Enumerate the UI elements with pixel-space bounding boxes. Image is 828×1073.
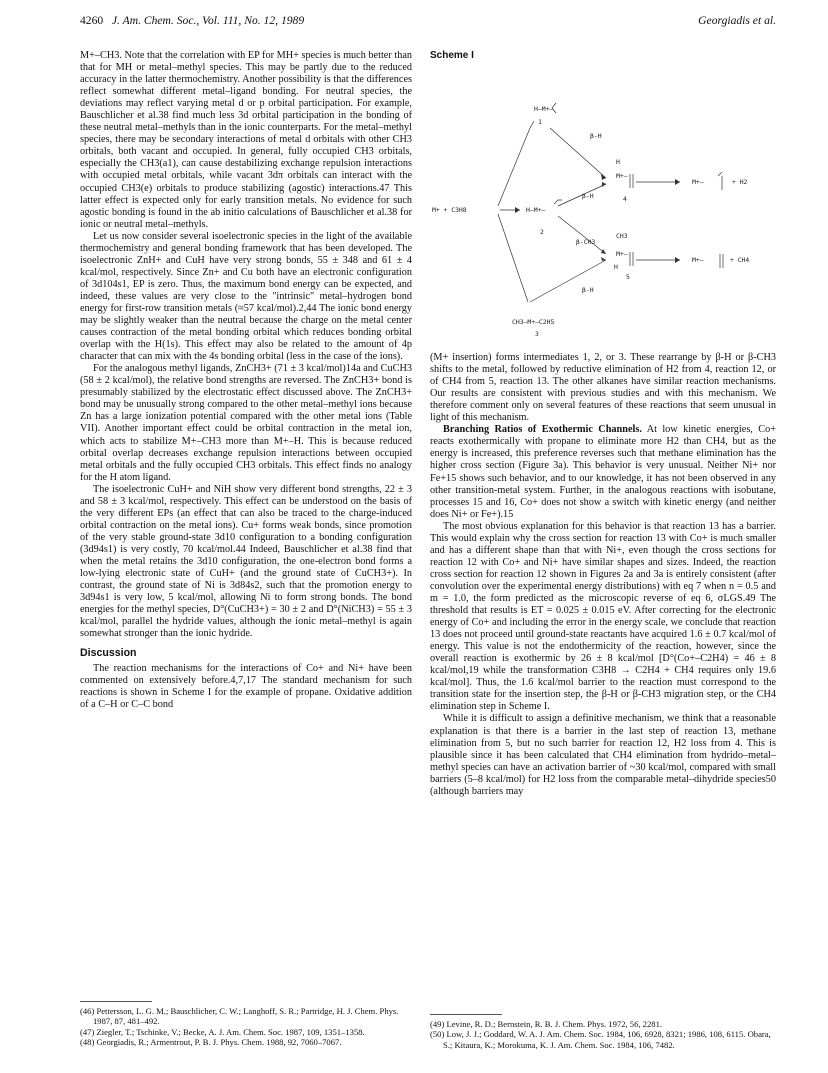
intermediate-2: H–M+– xyxy=(526,206,546,215)
footnote: (50) Low, J. J.; Goddard, W. A. J. Am. Chem. Soc. 1984, 106, 6928, 8321; 1986, 108, 6115. Obara, S.; Kitaura, K.; Morokuma, K. J. Am. Chem. Soc. 1984, 106, 7482. xyxy=(430,1029,771,1050)
product-olefin-complex: M+– xyxy=(692,256,704,265)
arrow-line xyxy=(498,128,530,206)
product-olefin-complex: M+– xyxy=(692,178,704,187)
footnote: (46) Pettersson, L. G. M.; Bauschlicher, C. W.; Langhoff, S. R.; Partridge, H. J. Chem. Phys. 1987, 87, 481–492. xyxy=(80,1006,399,1027)
running-header xyxy=(80,14,776,32)
bond-lines xyxy=(554,200,562,204)
footnote: (49) Levine, R. D.; Bernstein, R. B. J. Chem. Phys. 1972, 56, 2281. xyxy=(430,1019,663,1029)
intermediate-3: CH3–M+–C2H5 xyxy=(512,318,555,327)
beta-h-label: β-H xyxy=(590,132,602,141)
scheme-label: Scheme I xyxy=(430,50,474,61)
footnote-rule xyxy=(430,1014,502,1015)
arrowhead xyxy=(601,249,606,254)
paragraph-text: At low kinetic energies, Co+ reacts exothermically with propane to eliminate more H2 than CH4, but as the energy is increased, this preference reverses such that methane elimination has the higher cross section (Figure 3a). This behavior is very unusual. Neither Ni+ nor Fe+15 shows such behavior, and to our knowledge, it has not been observed in any other transition-metal system. Further, in the analogous reactions with isobutane, processes 15 and 16, Co+ does not show a switch with kinetic energy (and neither does Ni+ or Fe+).15 xyxy=(430,424,776,520)
beta-h-label: β-H xyxy=(582,286,594,295)
journal-citation: J. Am. Chem. Soc., Vol. 111, No. 12, 1989 xyxy=(111,14,305,27)
runin-heading: Branching Ratios of Exothermic Channels. xyxy=(443,424,642,436)
arrow-line xyxy=(530,121,534,128)
beta-ch3-label: β-CH3 xyxy=(576,238,596,247)
section-heading-discussion: Discussion xyxy=(80,647,137,660)
paragraph xyxy=(430,424,776,520)
bond-lines xyxy=(630,252,633,266)
paragraph: (M+ insertion) forms intermediates 1, 2, or 3. These rearrange by β-H or β-CH3 shifts to the metal, followed by reductive elimination of H2 from 4, reaction 12, or of CH4 from 5, reaction 13. The other alkanes have similar reaction mechanisms. Our results are consistent with previous studies and with this mechanism. We therefore comment only on several features of these reactions that seem unusual in light of this mechanism. xyxy=(430,352,776,424)
arrowhead xyxy=(515,207,520,213)
arrowhead xyxy=(675,257,680,263)
arrowhead xyxy=(675,179,680,185)
arrow-line xyxy=(530,260,606,302)
footnote: (48) Georgiadis, R.; Armentrout, P. B. J. Phys. Chem. 1988, 92, 7060–7067. xyxy=(80,1037,342,1048)
intermediate-4-metal: M+– xyxy=(616,172,628,181)
arrow-line xyxy=(498,214,528,302)
footnotes-left xyxy=(80,1006,412,1048)
intermediate-1-number: 1 xyxy=(538,118,542,127)
intermediate-5-number: 5 xyxy=(626,273,630,282)
footnote-rule xyxy=(80,1001,152,1002)
product-ch4: + CH4 xyxy=(730,256,750,265)
intermediate-2-number: 2 xyxy=(540,228,544,237)
header-left xyxy=(80,14,304,27)
paragraph: Let us now consider several isoelectronic species in the light of the available thermochemistry and general bonding framework that has been developed. The isoelectronic ZnH+ and CuH have very strong bonds, 55 ± 348 and 61 ± 4 kcal/mol, respectively. Since Zn+ and Cu both have an electronic configuration of 3d104s1, EP is zero. Thus, the maximum bond energy can be expected, and indeed, these values are very close to the "intrinsic" metal–hydrogen bond energy for first-row transition metals (≈57 kcal/mol).2,44 The ionic bond energy may be slightly weaker than the neutral because the charge on the metal center causes contraction of the metal bonding orbital which reduces bonding orbital overlap with the H(1s). This effect may also be related to the amount of 4p character that can mix with the 4s bonding orbital (less in the case of the ions). xyxy=(80,230,412,363)
paragraph: While it is difficult to assign a definitive mechanism, we think that a reasonable explanation is that there is a barrier in the last step of reaction 13, methane elimination from 5, but no such barrier for reaction 12, H2 loss from 4. This is plausible since it has been calculated that CH4 elimination from hydrido–metal–methyl species can have an activation barrier of ~30 kcal/mol, compared with small barriers (5–8 kcal/mol) for H2 loss from the comparable metal–dihydride species50 (although barriers may xyxy=(430,713,776,797)
right-column xyxy=(430,50,776,798)
reaction-scheme xyxy=(430,66,776,352)
intermediate-4-number: 4 xyxy=(623,195,627,204)
bond-lines xyxy=(720,254,723,268)
paragraph: The isoelectronic CuH+ and NiH show very different bond strengths, 22 ± 3 and 58 ± 3 kcal/mol, respectively. This effect can be understood on the basis of the very different EPs (an effect that can also be traced to the charge-induced orbital contraction on the metal ions). Cu+ forms weak bonds, since promotion of the very stable ground-state 3d10 configuration to a bonding configuration (3d94s1) is very costly, 70 kcal/mol.44 Indeed, Bauschlicher et al.38 find that when the metal retains the 3d10 configuration, the one-electron bond forms a low-lying electronic state of CuH+ (and the ground state of CuCH3+). In contrast, the ground state of Ni is 3d84s2, such that the promotion energy to 3d94s1 is very low, 5 kcal/mol, allowing Ni to form strong bonds. The bond energies for the methyl species, D°(CuCH3+) = 30 ± 2 and D°(NiCH3) = 55 ± 3 kcal/mol, parallel the hydride values, although the ionic metal–methyl is again somewhat stronger than the ionic hydride. xyxy=(80,483,412,640)
scheme-diagram xyxy=(430,66,776,352)
bond-lines xyxy=(630,174,633,188)
intermediate-5-h: H xyxy=(614,263,618,272)
beta-h-label: β-H xyxy=(582,192,594,201)
bond-lines xyxy=(718,172,722,190)
product-h2: + H2 xyxy=(732,178,748,187)
scheme-reactant: M+ + C3H8 xyxy=(432,206,467,215)
arrow-heads xyxy=(515,174,680,263)
intermediate-1: H–M+– xyxy=(534,105,554,114)
left-column xyxy=(80,50,412,712)
scheme-lines xyxy=(498,103,723,302)
intermediate-5-ch3: CH3 xyxy=(616,232,628,241)
paragraph: For the analogous methyl ligands, ZnCH3+ (71 ± 3 kcal/mol)14a and CuCH3 (58 ± 2 kcal/mol), the relative bond strengths are reversed. The ZnCH3+ bond is presumably stabilized by the electrostatic effect discussed above. The ZnCH3+ bond may be unusually strong compared to the other metal–methyl ions because Zn has a large ionization potential compared with the other metal ions (Table VII). Another important effect could be orbital contraction in the metal ion, which acts to stabilize M+–CH3 more than M+–H. This is because reduced orbital overlap decreases exchange repulsion interactions between occupied metal orbitals and the fully occupied CH3 orbitals. This effect finds no analogy for the H atom ligand. xyxy=(80,363,412,483)
paragraph: The most obvious explanation for this behavior is that reaction 13 has a barrier. This would explain why the cross section for reaction 13 with Co+ is much smaller and has a different shape than that with Ni+, even though the cross sections for reaction 12 with Co+ and Ni+ have similar shapes and sizes. Indeed, the reaction cross section for reaction 12 shown in Figures 2a and 3a is entirely consistent (after convolution over the experimental energy distributions) with eq 7 when n = 0.5 and m = 1.0, the form predicted as the microscopic reverse of eq 6, σLGS.49 The threshold that results is ET = 0.025 ± 0.015 eV. After correcting for the electronic energy of Co+ and including the error in the energy scale, we conclude that reaction 13 does not proceed until ground-state reactants have acquired 1.6 ± 0.7 kcal/mol of energy. This value is not the endothermicity of the reaction, however, since the overall reaction is exothermic by 26 ± 8 kcal/mol [D°(Co+–C2H4) = 46 ± 8 kcal/mol,19 while the transformation C3H8 → C2H4 + CH4 requires only 19.6 kcal/mol]. Thus, the 1.6 kcal/mol barrier to the reaction must correspond to the transition state for the insertion step, the β-H or β-CH3 migration step, or the CH4 elimination step in Scheme I. xyxy=(430,520,776,713)
intermediate-3-number: 3 xyxy=(535,330,539,339)
intermediate-5-metal: M+– xyxy=(616,250,628,259)
page-number: 4260 xyxy=(80,14,104,27)
paragraph: M+–CH3. Note that the correlation with EP for MH+ species is much better than that for MH or metal–methyl species. This may be partly due to the reduced accuracy in the latter thermochemistry. Another possibility is that the differences reflect somewhat different metal–ligand bonding. For neutral species, the deviations may reflect varying metal d or p orbital participation. For example, Bauschlicher et al.38 find much less 3d orbital participation in the bonding of these neutral metal–methyls than in the ionic counterparts. For the metal–methyl species, there may be secondary interactions of metal d orbitals with other CH3 orbitals, both vacant and occupied. In general, fully occupied CH3 orbitals, especially the CH3(a1), can cause destabilizing exchange repulsion interactions with occupied metal orbitals, while vacant 3dπ orbitals can interact with the occupied CH3(e) orbitals to produce stabilizing (agostic) interactions.47 This latter effect is expected only for early transition metals. No evidence for such agostic bonding is found in the ab initio calculations of Bauschlicher et al.38 for ionic or neutral metal–methyls. xyxy=(80,50,412,230)
paragraph: The reaction mechanisms for the interactions of Co+ and Ni+ have been commented on extensively before.4,7,17 The standard mechanism for such reactions is shown in Scheme I for the example of propane. Oxidative addition of a C–H or C–C bond xyxy=(80,663,412,711)
arrow-line xyxy=(558,216,606,254)
intermediate-4-h: H xyxy=(616,158,620,167)
footnotes-right xyxy=(430,1019,776,1050)
header-authors: Georgiadis et al. xyxy=(698,14,776,27)
footnote: (47) Ziegler, T.; Tschinke, V.; Becke, A. J. Am. Chem. Soc. 1987, 109, 1351–1358. xyxy=(80,1026,365,1037)
